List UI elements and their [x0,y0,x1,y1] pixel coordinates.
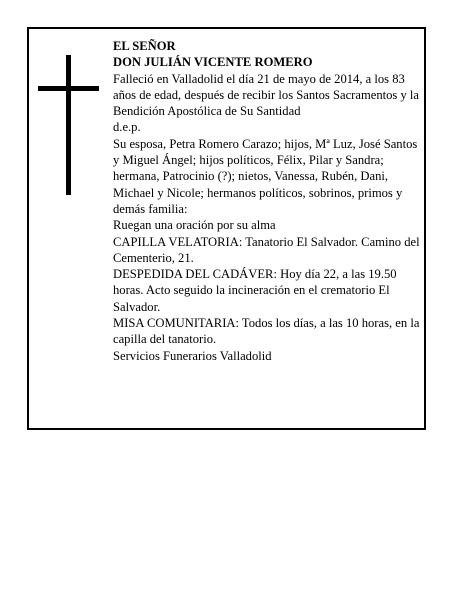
death-statement: Falleció en Valladolid el día 21 de mayo de 2014, a los 83 años de edad, después de recibir los Santos Sacramentos y la Bendición Apostólica de Su Santidad [113,71,420,119]
prayer-request: Ruegan una oración por su alma [113,218,276,233]
farewell-info: DESPEDIDA DEL CADÁVER: Hoy día 22, a las 19.50 horas. Acto seguido la incineración en el crematorio El Salvador. [113,267,397,314]
obituary-text [113,38,425,364]
cross-horizontal-bar [38,86,99,91]
rip-abbreviation: d.e.p. [113,120,141,135]
community-mass-info: MISA COMUNITARIA: Todos los días, a las 10 horas, en la capilla del tanatorio. [113,316,420,347]
funeral-services-name: Servicios Funerarios Valladolid [113,348,272,363]
family-list: Su esposa, Petra Romero Carazo; hijos, Mª Luz, José Santos y Miguel Ángel; hijos políticos, Félix, Pilar y Sandra; hermana, Patrocinio (?); nietos, Vanessa, Rubén, Dani, Michael y Nicole; hermanos políticos, sobrinos, primos y demás familia: [113,136,418,216]
heading-title: EL SEÑOR [113,39,176,53]
wake-chapel-info: CAPILLA VELATORIA: Tanatorio El Salvador. Camino del Cementerio, 21. [113,234,420,265]
deceased-name: DON JULIÁN VICENTE ROMERO [113,55,313,70]
cross-vertical-bar [66,55,71,195]
